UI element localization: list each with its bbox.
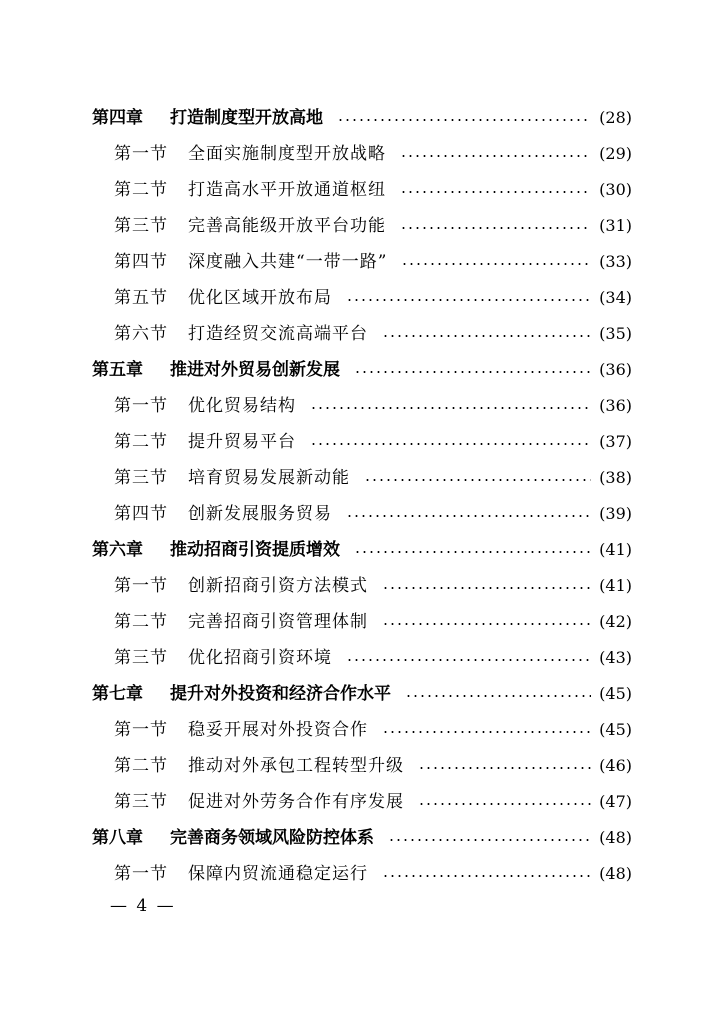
section-number: 第三节 xyxy=(114,216,168,236)
dot-leader xyxy=(354,371,591,373)
toc-section-row[interactable] xyxy=(92,748,632,784)
chapter-title: 打造制度型开放高地 xyxy=(170,108,323,128)
section-number: 第一节 xyxy=(114,396,168,416)
section-number: 第三节 xyxy=(114,792,168,812)
toc-section-row[interactable] xyxy=(92,172,632,208)
toc-section-row[interactable] xyxy=(92,640,632,676)
chapter-number: 第七章 xyxy=(92,684,143,704)
toc-section-row[interactable] xyxy=(92,208,632,244)
toc-section-row[interactable] xyxy=(92,316,632,352)
toc-section-row[interactable] xyxy=(92,424,632,460)
dot-leader xyxy=(382,335,591,337)
dot-leader xyxy=(400,191,591,193)
page-reference: (37) xyxy=(599,432,632,451)
section-title: 稳妥开展对外投资合作 xyxy=(188,720,368,740)
page-reference: (42) xyxy=(599,612,632,631)
dot-leader xyxy=(382,731,591,733)
section-number: 第二节 xyxy=(114,180,168,200)
section-number: 第一节 xyxy=(114,576,168,596)
section-title: 创新招商引资方法模式 xyxy=(188,576,368,596)
dot-leader xyxy=(418,767,591,769)
page-reference: (36) xyxy=(599,360,632,379)
dot-leader xyxy=(346,515,591,517)
dot-leader xyxy=(310,407,591,409)
toc-section-row[interactable] xyxy=(92,496,632,532)
section-title: 优化贸易结构 xyxy=(188,396,296,416)
section-number: 第一节 xyxy=(114,144,168,164)
toc-section-row[interactable] xyxy=(92,784,632,820)
dot-leader xyxy=(418,803,591,805)
dot-leader xyxy=(405,695,591,697)
page-reference: (45) xyxy=(599,684,632,703)
toc-chapter-row[interactable] xyxy=(92,100,632,136)
chapter-title: 提升对外投资和经济合作水平 xyxy=(170,684,391,704)
toc-chapter-row[interactable] xyxy=(92,532,632,568)
section-title: 优化区域开放布局 xyxy=(188,288,332,308)
section-number: 第四节 xyxy=(114,252,168,272)
page-reference: (28) xyxy=(599,108,632,127)
toc-section-row[interactable] xyxy=(92,136,632,172)
page-reference: (39) xyxy=(599,504,632,523)
section-number: 第五节 xyxy=(114,288,168,308)
dot-leader xyxy=(346,299,591,301)
section-title: 优化招商引资环境 xyxy=(188,648,332,668)
chapter-number: 第八章 xyxy=(92,828,143,848)
toc-section-row[interactable] xyxy=(92,712,632,748)
section-title: 完善高能级开放平台功能 xyxy=(188,216,386,236)
dot-leader xyxy=(382,623,591,625)
dot-leader xyxy=(401,263,591,265)
section-number: 第一节 xyxy=(114,720,168,740)
section-title: 提升贸易平台 xyxy=(188,432,296,452)
page-reference: (48) xyxy=(599,828,632,847)
section-title: 培育贸易发展新动能 xyxy=(188,468,350,488)
page-reference: (38) xyxy=(599,468,632,487)
page-reference: (48) xyxy=(599,864,632,883)
dot-leader xyxy=(400,155,591,157)
section-title: 推动对外承包工程转型升级 xyxy=(188,756,404,776)
section-number: 第二节 xyxy=(114,432,168,452)
dot-leader xyxy=(388,839,591,841)
page-reference: (46) xyxy=(599,756,632,775)
dot-leader xyxy=(382,875,591,877)
chapter-title: 完善商务领域风险防控体系 xyxy=(170,828,374,848)
page-reference: (41) xyxy=(599,540,632,559)
toc-chapter-row[interactable] xyxy=(92,820,632,856)
dot-leader xyxy=(354,551,591,553)
toc-section-row[interactable] xyxy=(92,460,632,496)
section-number: 第三节 xyxy=(114,648,168,668)
section-number: 第二节 xyxy=(114,756,168,776)
page-reference: (41) xyxy=(599,576,632,595)
toc-chapter-row[interactable] xyxy=(92,676,632,712)
page-reference: (36) xyxy=(599,396,632,415)
toc-section-row[interactable] xyxy=(92,856,632,892)
dot-leader xyxy=(364,479,591,481)
dot-leader xyxy=(382,587,591,589)
page-reference: (47) xyxy=(599,792,632,811)
chapter-number: 第五章 xyxy=(92,360,143,380)
section-title: 促进对外劳务合作有序发展 xyxy=(188,792,404,812)
section-title: 打造经贸交流高端平台 xyxy=(188,324,368,344)
section-title: 全面实施制度型开放战略 xyxy=(188,144,386,164)
page-reference: (30) xyxy=(599,180,632,199)
dot-leader xyxy=(310,443,591,445)
page-reference: (35) xyxy=(599,324,632,343)
toc-section-row[interactable] xyxy=(92,568,632,604)
toc-section-row[interactable] xyxy=(92,388,632,424)
table-of-contents xyxy=(92,100,632,892)
toc-section-row[interactable] xyxy=(92,244,632,280)
section-title: 打造高水平开放通道枢纽 xyxy=(188,180,386,200)
section-title: 保障内贸流通稳定运行 xyxy=(188,864,368,884)
toc-section-row[interactable] xyxy=(92,604,632,640)
dot-leader xyxy=(400,227,591,229)
dot-leader xyxy=(337,119,591,121)
section-title: 完善招商引资管理体制 xyxy=(188,612,368,632)
chapter-number: 第六章 xyxy=(92,540,143,560)
dot-leader xyxy=(346,659,591,661)
section-title: 深度融入共建“一带一路” xyxy=(188,252,388,272)
chapter-title: 推动招商引资提质增效 xyxy=(170,540,340,560)
page-reference: (29) xyxy=(599,144,632,163)
chapter-title: 推进对外贸易创新发展 xyxy=(170,360,340,380)
toc-chapter-row[interactable] xyxy=(92,352,632,388)
section-number: 第一节 xyxy=(114,864,168,884)
section-number: 第三节 xyxy=(114,468,168,488)
page-reference: (33) xyxy=(599,252,632,271)
section-title: 创新发展服务贸易 xyxy=(188,504,332,524)
page-number: — 4 — xyxy=(110,896,176,916)
section-number: 第四节 xyxy=(114,504,168,524)
page-reference: (45) xyxy=(599,720,632,739)
section-number: 第二节 xyxy=(114,612,168,632)
page-reference: (34) xyxy=(599,288,632,307)
toc-section-row[interactable] xyxy=(92,280,632,316)
chapter-number: 第四章 xyxy=(92,108,143,128)
section-number: 第六节 xyxy=(114,324,168,344)
page-reference: (43) xyxy=(599,648,632,667)
page-reference: (31) xyxy=(599,216,632,235)
